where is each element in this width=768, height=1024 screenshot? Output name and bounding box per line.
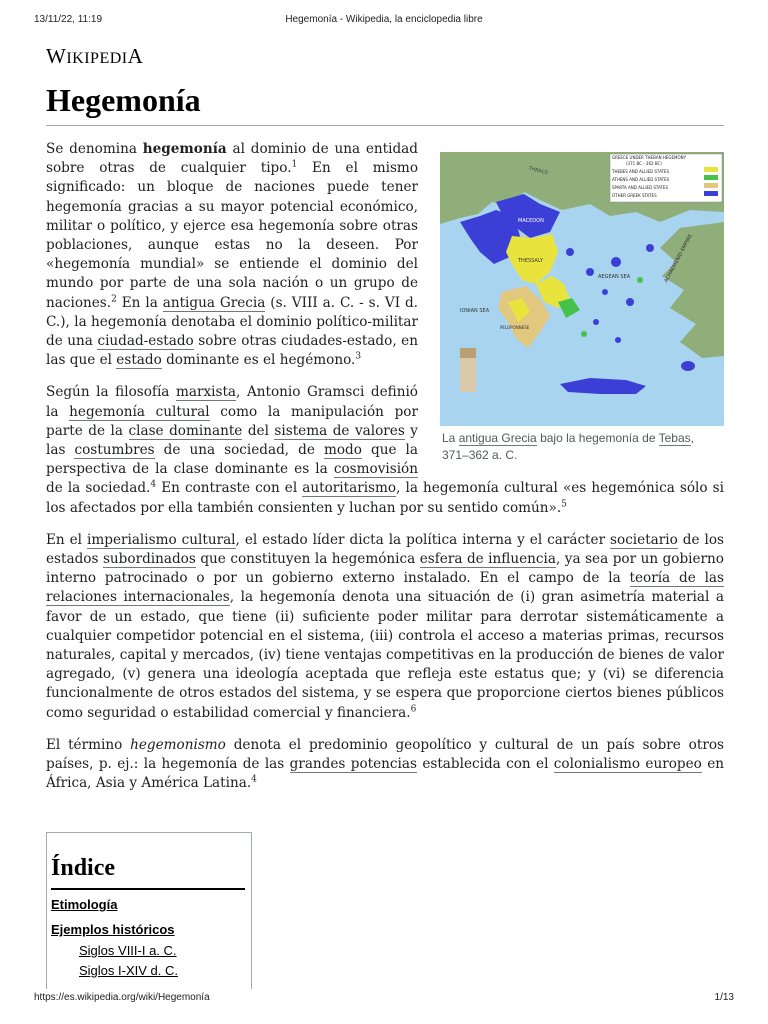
ref-1[interactable]: 1 (291, 159, 298, 170)
map-label-aegean: AEGEAN SEA (598, 274, 631, 280)
link-autoritarismo[interactable]: autoritarismo (302, 480, 397, 497)
ref-5[interactable]: 5 (561, 499, 567, 510)
table-of-contents (46, 832, 252, 989)
link-ciudad-estado[interactable]: ciudad-estado (97, 333, 194, 350)
print-url: https://es.wikipedia.org/wiki/Hegemonía (34, 992, 210, 1003)
map-label-macedon: MACEDON (518, 218, 544, 224)
link-colonialismo-europeo[interactable]: colonialismo europeo (553, 756, 702, 773)
link-subordinados[interactable]: subordinados (102, 551, 196, 568)
link-sistema-de-valores[interactable]: sistema de valores (274, 422, 405, 439)
toc-item-siglos-i-xiv[interactable]: Siglos I-XIV d. C. (79, 963, 178, 978)
link-tebas[interactable]: Tebas (658, 431, 691, 445)
toc-item-ejemplos-historicos[interactable]: Ejemplos históricos (51, 922, 175, 937)
ref-3[interactable]: 3 (355, 351, 362, 362)
map-label-thrace: THRACE (527, 165, 549, 177)
print-page-number: 1/13 (714, 992, 734, 1003)
ref-2[interactable]: 2 (111, 294, 117, 305)
link-hegemonia-cultural[interactable]: hegemonía cultural (69, 403, 210, 420)
browser-print-header (0, 6, 768, 26)
link-modo[interactable]: modo (323, 442, 362, 459)
toc-divider (51, 888, 245, 890)
link-antigua-grecia[interactable]: antigua Grecia (162, 294, 266, 311)
link-esfera-de-influencia[interactable]: esfera de influencia (419, 551, 556, 568)
ref-4[interactable]: 4 (150, 479, 157, 490)
ref-4b[interactable]: 4 (251, 774, 257, 785)
toc-title: Índice (51, 855, 116, 881)
figure-caption: La antigua Grecia bajo la hegemonía de Tebas, 371–362 a. C. (442, 431, 694, 462)
print-datetime: 13/11/22, 11:19 (34, 14, 103, 25)
page-title: Hegemonía (46, 82, 201, 118)
map-label-peloponnese: PELOPONNESE (500, 325, 530, 330)
article-body (46, 140, 724, 807)
link-grandes-potencias[interactable]: grandes potencias (289, 756, 417, 773)
browser-print-footer (0, 992, 768, 1012)
link-cosmovision[interactable]: cosmovisión (333, 461, 418, 478)
title-divider (46, 125, 724, 126)
link-clase-dominante[interactable]: clase dominante (128, 422, 243, 439)
link-antigua-grecia[interactable]: antigua Grecia (458, 431, 537, 445)
map-label-thessaly: THESSALY (518, 258, 544, 264)
map-label-ionian: IONIAN SEA (460, 308, 490, 314)
map-legend: GREECE UNDER THEBAN HEGEMONY (371 BC - 362 BC) THEBES AND ALLIED STATES ATHENS AND ALLIED STATES SPARTA AND ALLIED STATES OTHER GREEK STATES (612, 155, 687, 198)
toc-item-etimologia[interactable]: Etimología (51, 897, 118, 912)
link-societario[interactable]: societario (610, 531, 678, 548)
greece-theban-hegemony-map[interactable] (440, 152, 724, 426)
paragraph-hegemonismo: El término hegemonismo denota el predominio geopolítico y cultural de un país sobre otros países, p. ej.: la hegemonía de las grandes potencias establecida con el colonialismo europeo en África, Asia y América Latina.$^4$ (46, 736, 725, 792)
wikipedia-logo[interactable]: WIKIPEDIA (46, 44, 144, 68)
link-marxista[interactable]: marxista (175, 384, 237, 401)
link-estado[interactable]: estado (116, 352, 162, 369)
paragraph-intro: Se denomina hegemonía al dominio de una entidad sobre otras de cualquier tipo.$^1$ En el mismo significado: un bloque de naciones puede tener hegemonía gracias a su mayor potencial económico, militar o político, y ejerce esa hegemonía sobre otras poblaciones, aunque estas no la deseen. Por «hegemonía mundial» se entiende el dominio del mundo por parte de una sola nación o un grupo de naciones.$^2$ En la antigua Grecia (s. VIII a. C. - s. VI d. C.), la hegemonía denotaba el dominio político-militar de una ciudad-estado sobre otras ciudades-estado, en las que el estado dominante es el hegémono.$^3$ (46, 141, 418, 369)
link-costumbres[interactable]: costumbres (74, 442, 155, 459)
paragraph-imperialismo: En el imperialismo cultural, el estado líder dicta la política interna y el carácter societario de los estados subordinados que constituyen la hegemónica esfera de influencia, ya sea por un gobierno interno patrocinado o por un gobierno externo instalado. En el campo de la teoría de las relaciones internacionales, la hegemonía denota una situación de (i) gran asimetría material a favor de un estado, que tiene (ii) suficiente poder militar para derrotar sistemáticamente a cualquier competidor potencial en el sistema, (iii) controla el acceso a materias primas, recursos naturales, capital y mercados, (iv) tiene ventajas competitivas en la producción de bienes de valor agregado, (v) genera una ideología aceptada que refleja este estatus que; y (vi) se diferencia funcionalmente de otros estados del sistema, y se espera que proporcione ciertos bienes públicos como seguridad o estabilidad comercial y financiera.$^6$ (46, 531, 724, 721)
paragraph-gramsci: Según la filosofía marxista, Antonio Gramsci definió la hegemonía cultural como la manipulación por parte de la clase dominante del sistema de valores y las costumbres de una sociedad, de modo que la perspectiva de la clase dominante es la cosmovisión de la sociedad.$^4$ En contraste con el autoritarismo, la hegemonía cultural «es hegemónica sólo si los afectados por ella también consienten y luchan por su sentido común».$^5$ (46, 384, 724, 516)
link-teoria-relaciones-internacionales[interactable]: teoría de las relaciones internacionales (46, 570, 724, 606)
map-label-achaemenid: ACHAEMENID EMPIRE (663, 233, 694, 284)
print-page-title: Hegemonía - Wikipedia, la enciclopedia libre (285, 14, 483, 25)
link-imperialismo-cultural[interactable]: imperialismo cultural (87, 531, 236, 548)
map-figure (440, 152, 724, 464)
ref-6[interactable]: 6 (410, 704, 417, 715)
toc-item-siglos-viii-i[interactable]: Siglos VIII-I a. C. (79, 943, 177, 958)
